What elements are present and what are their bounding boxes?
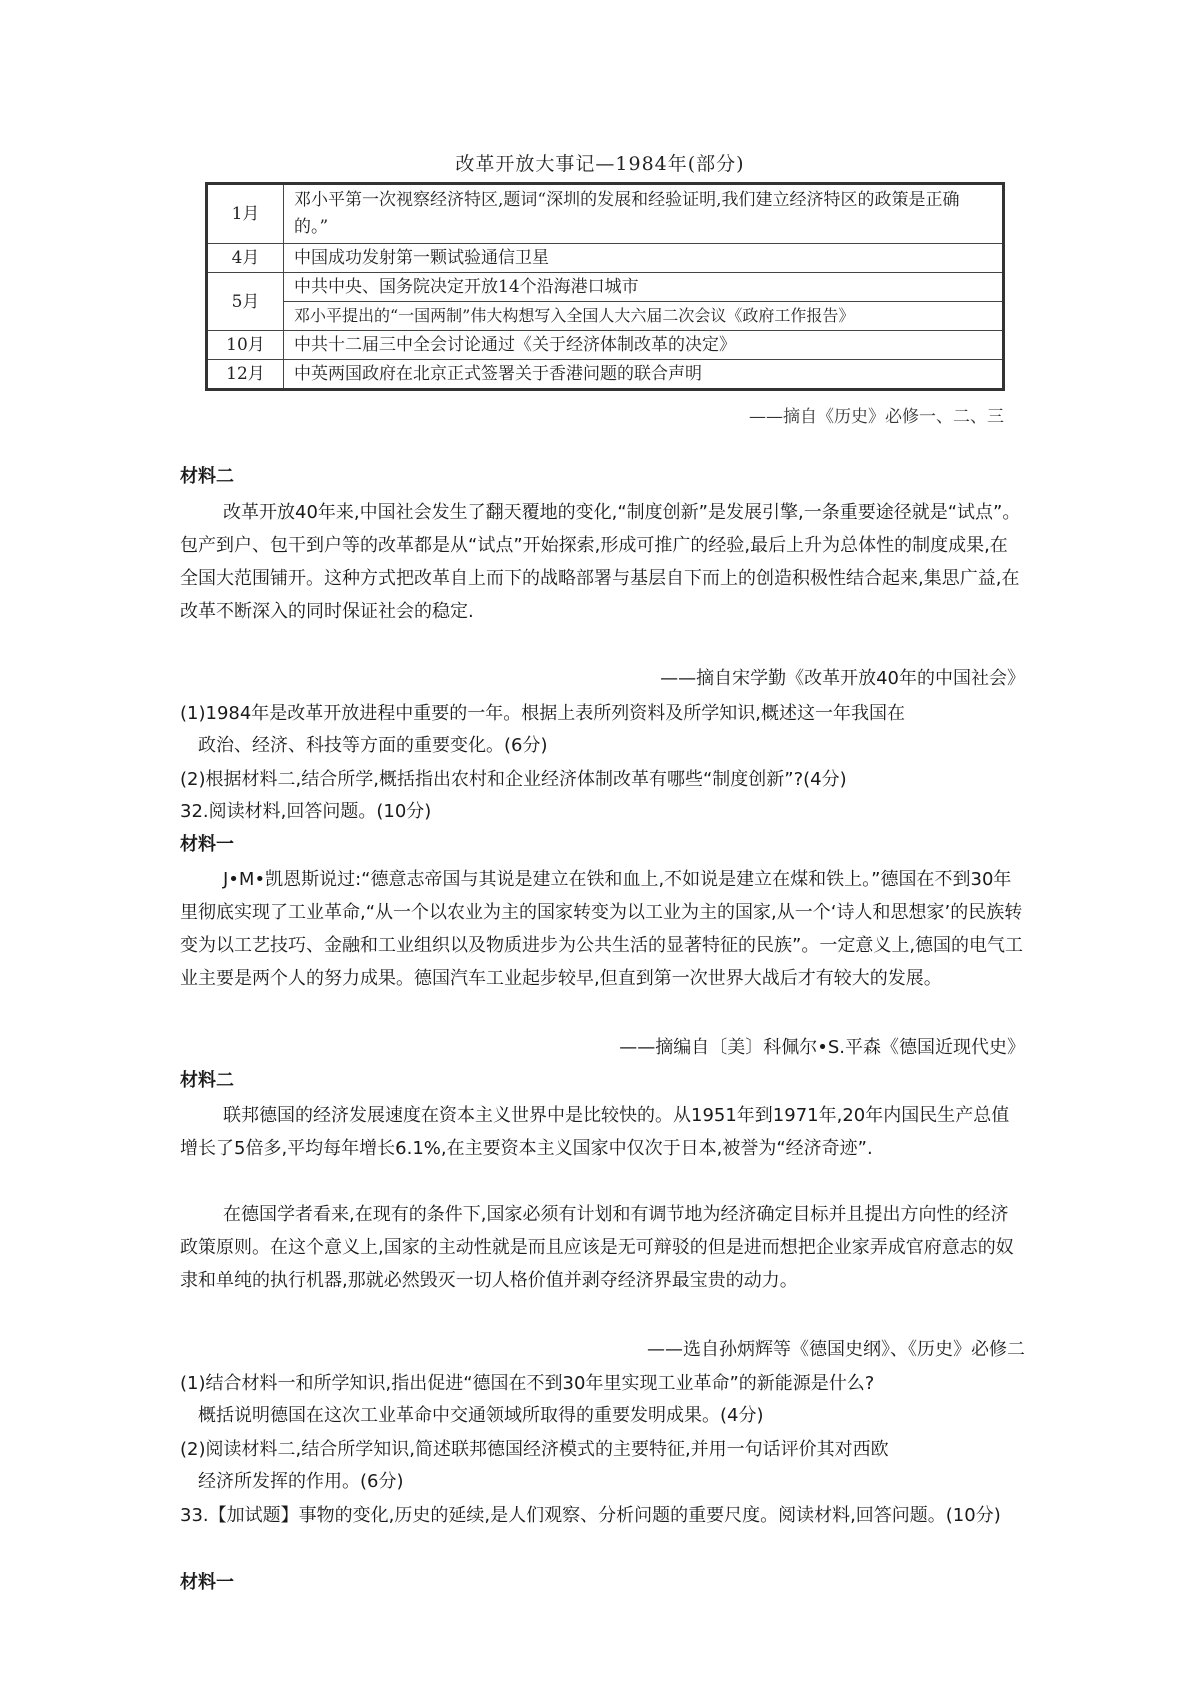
material-heading: 材料二 (180, 466, 234, 487)
event-cell: 中共中央、国务院决定开放14个沿海港口城市 (284, 273, 1004, 302)
question-line: (2)阅读材料二,结合所学知识,简述联邦德国经济模式的主要特征,并用一句话评价其对西欧 (180, 1439, 889, 1460)
table-row (207, 302, 1004, 331)
question-line: 政治、经济、科技等方面的重要变化。(6分) (198, 735, 548, 756)
event-cell: 中英两国政府在北京正式签署关于香港问题的联合声明 (284, 360, 1004, 390)
table-source: ——摘自《历史》必修一、二、三 (749, 407, 1004, 427)
table-row (207, 244, 1004, 273)
material-source: ——摘自宋学勤《改革开放40年的中国社会》 (660, 668, 1025, 689)
event-cell: 中共十二届三中全会讨论通过《关于经济体制改革的决定》 (284, 331, 1004, 360)
events-table (205, 182, 1005, 391)
material-source: ——摘编自〔美〕科佩尔•S.平森《德国近现代史》 (619, 1037, 1025, 1058)
event-cell: 中国成功发射第一颗试验通信卫星 (284, 244, 1004, 273)
table-row (207, 184, 1004, 244)
table-row (207, 331, 1004, 360)
material-text: J•M•凯恩斯说过:“德意志帝国与其说是建立在铁和血上,不如说是建立在煤和铁上。”德国在不到30年里彻底实现了工业革命,“从一个以农业为主的国家转变为以工业为主的国家,从一个‘诗人和思想家’的民族转变为以工艺技巧、金融和工业组织以及物质进步为公共生活的显著特征的民族”。一定意义上,德国的电气工业主要是两个人的努力成果。德国汽车工业起步较早,但直到第一次世界大战后才有较大的发展。 (180, 869, 1024, 989)
month-cell: 1月 (207, 184, 284, 244)
material-heading: 材料一 (180, 1572, 234, 1593)
question-32-2 (180, 1434, 1030, 1498)
question-line: (1)结合材料一和所学知识,指出促进“德国在不到30年里实现工业革命”的新能源是什么? (180, 1373, 875, 1394)
question-33: 33.【加试题】事物的变化,历史的延续,是人们观察、分析问题的重要尺度。阅读材料,回答问题。(10分) (180, 1505, 1001, 1526)
question-line: (1)1984年是改革开放进程中重要的一年。根据上表所列资料及所学知识,概述这一年我国在 (180, 703, 906, 724)
material-heading: 材料一 (180, 834, 234, 855)
table-row (207, 273, 1004, 302)
material-text: 联邦德国的经济发展速度在资本主义世界中是比较快的。从1951年到1971年,20年内国民生产总值增长了5倍多,平均每年增长6.1%,在主要资本主义国家中仅次于日本,被誉为“经济奇迹”. (180, 1105, 1010, 1159)
month-cell: 10月 (207, 331, 284, 360)
table-title: 改革开放大事记—1984年(部分) (455, 153, 745, 175)
month-cell: 4月 (207, 244, 284, 273)
event-cell: 邓小平提出的“一国两制”伟大构想写入全国人大六届二次会议《政府工作报告》 (284, 302, 1004, 331)
table-row (207, 360, 1004, 390)
question-31-2: (2)根据材料二,结合所学,概括指出农村和企业经济体制改革有哪些“制度创新”?(4分) (180, 769, 847, 790)
month-cell: 5月 (207, 273, 284, 331)
month-cell: 12月 (207, 360, 284, 390)
material-source: ——选自孙炳辉等《德国史纲》、《历史》必修二 (647, 1339, 1025, 1360)
material-heading: 材料二 (180, 1070, 234, 1091)
question-32-1 (180, 1368, 1030, 1432)
material-text: 在德国学者看来,在现有的条件下,国家必须有计划和有调节地为经济确定目标并且提出方向性的经济政策原则。在这个意义上,国家的主动性就是而且应该是无可辩驳的但是进而想把企业家弄成官府意志的奴隶和单纯的执行机器,那就必然毁灭一切人格价值并剥夺经济界最宝贵的动力。 (180, 1204, 1014, 1291)
question-32-title: 32.阅读材料,回答问题。(10分) (180, 801, 432, 822)
question-line: 概括说明德国在这次工业革命中交通领域所取得的重要发明成果。(4分) (198, 1405, 764, 1426)
question-line: 经济所发挥的作用。(6分) (198, 1471, 404, 1492)
event-cell: 邓小平第一次视察经济特区,题词“深圳的发展和经验证明,我们建立经济特区的政策是正确的。” (284, 184, 1004, 244)
question-31-1 (180, 698, 1030, 762)
material-text: 改革开放40年来,中国社会发生了翻天覆地的变化,“制度创新”是发展引擎,一条重要途径就是“试点”。包产到户、包干到户等的改革都是从“试点”开始探索,形成可推广的经验,最后上升为总体性的制度成果,在全国大范围铺开。这种方式把改革自上而下的战略部署与基层自下而上的创造积极性结合起来,集思广益,在改革不断深入的同时保证社会的稳定. (180, 502, 1021, 622)
